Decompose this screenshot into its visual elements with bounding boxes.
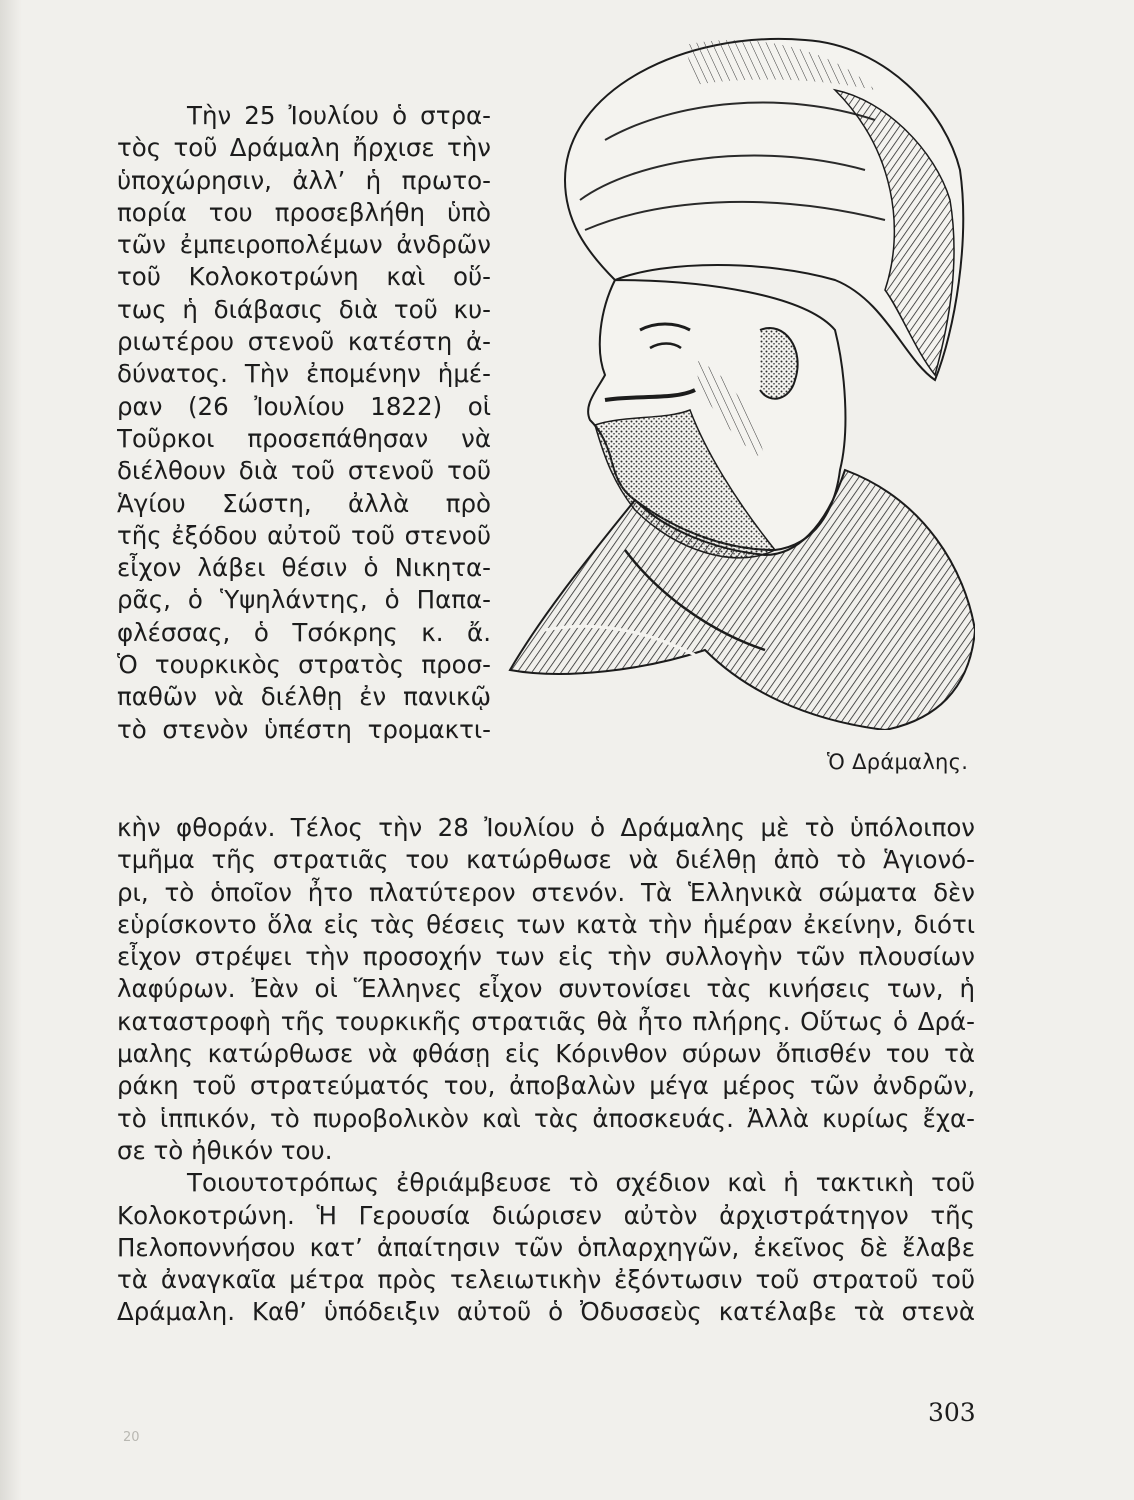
text-line: εἶχον λάβει θέσιν ὁ Νικητα- [117,553,491,583]
text-line: ραν (26 Ἰουλίου 1822) οἱ [117,391,491,421]
text-line: σε τὸ ἠθικόν του. [117,1135,333,1165]
text-line: Ὁ τουρκικὸς στρατὸς προσ- [117,650,491,680]
page-number: 303 [928,1398,976,1427]
text-line: ὑποχώρησιν, ἀλλ’ ἡ πρωτο- [117,165,491,195]
text-line: Τὴν 25 Ἰουλίου ὁ στρα- [187,101,491,130]
text-line: ράκη τοῦ στρατεύματός του, ἀποβαλὼν μέγα μέρος τῶν ἀνδρῶν, [117,1071,975,1101]
text-line: εὑρίσκοντο ὅλα εἰς τὰς θέσεις των κατὰ τὴν ἡμέραν ἐκείνην, διότι [117,909,975,939]
text-line: ριωτέρου στενοῦ κατέστη ἀ- [117,327,491,357]
text-line: παθῶν νὰ διέλθῃ ἐν πανικῷ [117,682,491,712]
text-line: Τοιουτοτρόπως ἐθριάμβευσε τὸ σχέδιον καὶ ἡ τακτικὴ τοῦ [187,1168,975,1198]
text-line: Δράμαλη. Καθ’ ὑπόδειξιν αὐτοῦ ὁ Ὀδυσσεὺς κατέλαβε τὰ στενὰ [117,1297,975,1327]
text-line: τῆς ἐξόδου αὐτοῦ τοῦ στενοῦ [117,520,491,550]
text-line: λαφύρων. Ἐὰν οἱ Ἕλληνες εἶχον συντονίσει τὰς κινήσεις των, ἡ [117,974,975,1004]
text-column-wrapped [117,100,491,746]
text-line: τὸ ἱππικόν, τὸ πυροβολικὸν καὶ τὰς ἀποσκευάς. Ἀλλὰ κυρίως ἔχα- [117,1103,975,1133]
text-line: δύνατος. Τὴν ἐπομένην ἡμέ- [117,359,491,389]
text-line: πορία του προσεβλήθη ὑπὸ [117,197,491,227]
text-line: ρι, τὸ ὁποῖον ἦτο πλατύτερον στενόν. Τὰ Ἑλληνικὰ σώματα δὲν [117,877,975,907]
margin-mark: 20 [123,1430,140,1445]
text-line: καταστροφὴ τῆς τουρκικῆς στρατιᾶς θὰ ἦτο πλήρης. Οὕτως ὁ Δρά- [117,1006,975,1036]
text-line: τοῦ Κολοκοτρώνη καὶ οὕ- [117,262,491,292]
illustration-caption: Ὁ Δράμαλης. [827,750,969,774]
text-line: εἶχον στρέψει τὴν προσοχήν των εἰς τὴν συλλογὴν τῶν πλουσίων [117,942,975,972]
text-line: τως ἡ διάβασις διὰ τοῦ κυ- [117,294,491,324]
text-line: διέλθουν διὰ τοῦ στενοῦ τοῦ [117,456,491,486]
text-column-full [117,812,975,1329]
text-line: Κολοκοτρώνη. Ἡ Γερουσία διώρισεν αὐτὸν ἀρχιστράτηγον τῆς [117,1200,975,1230]
text-line: τμῆμα τῆς στρατιᾶς του κατώρθωσε νὰ διέλθῃ ἀπὸ τὸ Ἁγιονό- [117,845,975,875]
text-line: Τοῦρκοι προσεπάθησαν νὰ [117,423,491,453]
text-line: κὴν φθοράν. Τέλος τὴν 28 Ἰουλίου ὁ Δράμαλης μὲ τὸ ὑπόλοιπον [117,813,975,842]
text-line: τῶν ἐμπειροπολέμων ἀνδρῶν [117,230,491,260]
text-line: Πελοποννήσου κατ’ ἀπαίτησιν τῶν ὁπλαρχηγῶν, ἐκεῖνος δὲ ἔλαβε [117,1232,975,1262]
text-line: τὸς τοῦ Δράμαλη ἤρχισε τὴν [117,133,491,163]
text-line: ρᾶς, ὁ Ὑψηλάντης, ὁ Παπα- [117,585,491,615]
text-line: τὸ στενὸν ὑπέστη τρομακτι- [117,714,491,744]
text-line: τὰ ἀναγκαῖα μέτρα πρὸς τελειωτικὴν ἐξόντωσιν τοῦ στρατοῦ τοῦ [117,1265,975,1295]
text-line: φλέσσας, ὁ Τσόκρης κ. ἄ. [117,617,491,647]
text-line: Ἁγίου Σώστη, ἀλλὰ πρὸ [117,488,491,518]
text-line: μαλης κατώρθωσε νὰ φθάσῃ εἰς Κόρινθον σύρων ὄπισθέν του τὰ [117,1039,975,1069]
drama-portrait-illustration [505,30,975,730]
